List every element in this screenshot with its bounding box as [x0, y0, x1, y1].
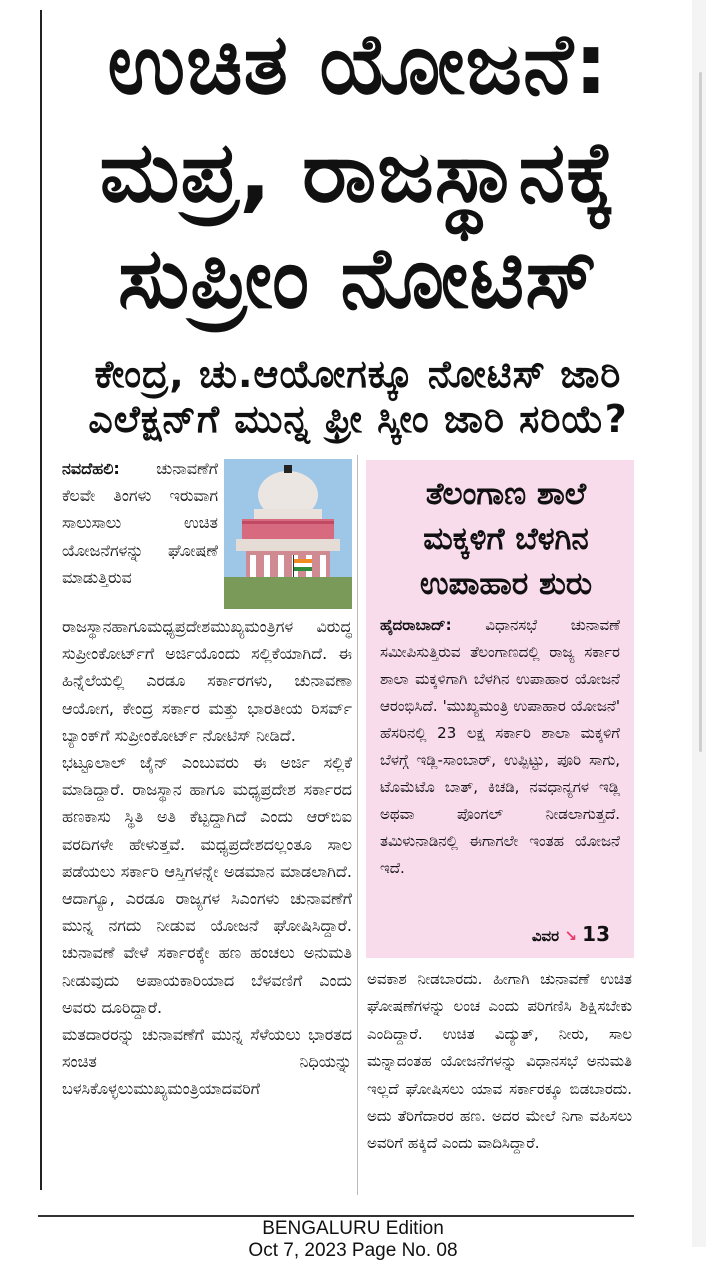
main-article	[62, 455, 352, 1195]
footer-divider	[38, 1215, 634, 1217]
supreme-court-photo	[224, 459, 352, 609]
article-paragraph-2: ಭಟ್ಟೂಲಾಲ್ ಜೈನ್ ಎಂಬುವರು ಈ ಅರ್ಜಿ ಸಲ್ಲಿಕೆ ಮಾಡಿದ್ದಾರೆ. ರಾಜಸ್ಥಾನ ಹಾಗೂ ಮಧ್ಯಪ್ರದೇಶ ಸರ್ಕಾರದ ಹಣಕಾಸು ಸ್ಥಿತಿ ಅತಿ ಕೆಟ್ಟದ್ದಾಗಿದೆ ಎಂದು ಆರ್‌ಬಿಐ ವರದಿಗಳೇ ಹೇಳುತ್ತವೆ. ಮಧ್ಯಪ್ರದೇಶದಲ್ಲಂತೂ ಸಾಲ ಪಡೆಯಲು ಸರ್ಕಾರಿ ಆಸ್ತಿಗಳನ್ನೇ ಅಡಮಾನ ಮಾಡಲಾಗಿದೆ. ಆದಾಗ್ಯೂ, ಎರಡೂ ರಾಜ್ಯಗಳ ಸಿಎಂಗಳು ಚುನಾವಣೆಗೆ ಮುನ್ನ ನಗದು ನೀಡುವ ಯೋಜನೆ ಘೋಷಿಸಿದ್ದಾರೆ. ಚುನಾವಣೆ ವೇಳೆ ಸರ್ಕಾರಕ್ಕೇ ಹಣ ಹಂಚಲು ಅನುಮತಿ ನೀಡುವುದು ಅಪಾಯಕಾರಿಯಾದ ಬೆಳವಣಿಗೆ ಎಂದು ಅವರು ದೂರಿದ್ದಾರೆ.	[62, 753, 352, 1017]
continued-label: ವಿವರ	[531, 927, 560, 945]
scrollbar[interactable]	[699, 72, 702, 752]
headline-line-3: ಸುಪ್ರೀಂ ನೋಟಿಸ್	[117, 229, 599, 327]
sidebar-text: ವಿಧಾನಸಭೆ ಚುನಾವಣೆ ಸಮೀಪಿಸುತ್ತಿರುವ ತೆಲಂಗಾಣದಲ್ಲಿ ರಾಜ್ಯ ಸರ್ಕಾರ ಶಾಲಾ ಮಕ್ಕಳಿಗಾಗಿ ಬೆಳಗಿನ ಉಪಾಹಾರ ಯೋಜನೆ ಆರಂಭಿಸಿದೆ. 'ಮುಖ್ಯಮಂತ್ರಿ ಉಪಾಹಾರ ಯೋಜನೆ' ಹೆಸರಿನಲ್ಲಿ 23 ಲಕ್ಷ ಸರ್ಕಾರಿ ಶಾಲಾ ಮಕ್ಕಳಿಗೆ ಬೆಳಗ್ಗೆ ಇಡ್ಲಿ-ಸಾಂಬಾರ್, ಉಪ್ಪಿಟ್ಟು, ಪೂರಿ ಸಾಗು, ಟೊಮೆಟೊ ಬಾತ್, ಕಿಚಡಿ, ನವಧಾನ್ಯಗಳ ಇಡ್ಲಿ ಅಥವಾ ಪೊಂಗಲ್ ನೀಡಲಾಗುತ್ತದೆ. ತಮಿಳುನಾಡಿನಲ್ಲಿ ಈಗಾಗಲೇ ಇಂತಹ ಯೋಜನೆ ಇದೆ.	[380, 616, 620, 877]
sidebar-box	[366, 460, 634, 958]
sidebar-dateline: ಹೈದರಾಬಾದ್:	[380, 616, 452, 634]
article-continuation	[367, 966, 632, 1158]
column-divider	[357, 455, 358, 1195]
article-dateline: ನವದೆಹಲಿ:	[62, 459, 120, 478]
article-paragraph-1	[62, 455, 352, 749]
article-paragraph-1-text: ಚುನಾವಣೆಗೆ ಕೆಲವೇ ತಿಂಗಳು ಇರುವಾಗ ಸಾಲುಸಾಲು ಉಚಿತ ಯೋಜನೆಗಳನ್ನು ಘೋಷಣೆ ಮಾಡುತ್ತಿರುವ ರಾಜಸ್ಥಾನಹಾಗೂಮಧ್ಯಪ್ರದೇಶಮುಖ್ಯಮಂತ್ರಿಗಳ ವಿರುದ್ಧ ಸುಪ್ರೀಂಕೋರ್ಟ್‌ಗೆ ಅರ್ಜಿಯೊಂದು ಸಲ್ಲಿಕೆಯಾಗಿದೆ. ಈ ಹಿನ್ನೆಲೆಯಲ್ಲಿ ಎರಡೂ ಸರ್ಕಾರಗಳು, ಚುನಾವಣಾ ಆಯೋಗ, ಕೇಂದ್ರ ಸರ್ಕಾರ ಮತ್ತು ಭಾರತೀಯ ರಿಸರ್ವ್ ಬ್ಯಾಂಕ್‌ಗೆ ಸುಪ್ರೀಂಕೋರ್ಟ್ ನೋಟಿಸ್ ನೀಡಿದೆ.	[62, 459, 352, 745]
article-paragraph-3: ಮತದಾರರನ್ನು ಚುನಾವಣೆಗೆ ಮುನ್ನ ಸೆಳೆಯಲು ಭಾರತದ ಸಂಚಿತ ನಿಧಿಯನ್ನು ಬಳಸಿಕೊಳ್ಳಲುಮುಖ್ಯಮಂತ್ರಿಯಾದವರಿಗೆ	[62, 1025, 352, 1099]
continued-marker[interactable]	[532, 922, 610, 946]
sidebar-body	[380, 612, 620, 882]
sidebar-title: ತೆಲಂಗಾಣ ಶಾಲೆ ಮಕ್ಕಳಿಗೆ ಬೆಳಗಿನ ಉಪಾಹಾರ ಶುರು	[419, 476, 593, 602]
continuation-text: ಅವಕಾಶ ನೀಡಬಾರದು. ಹೀಗಾಗಿ ಚುನಾವಣೆ ಉಚಿತ ಘೋಷಣೆಗಳನ್ನು ಲಂಚ ಎಂದು ಪರಿಗಣಿಸಿ ಶಿಕ್ಷಿಸಬೇಕು ಎಂದಿದ್ದಾರೆ. ಉಚಿತ ವಿದ್ಯುತ್, ನೀರು, ಸಾಲ ಮನ್ನಾದಂತಹ ಯೋಜನೆಗಳನ್ನು ವಿಧಾನಸಭೆ ಅನುಮತಿ ಇಲ್ಲದೆ ಘೋಷಿಸಲು ಯಾವ ಸರ್ಕಾರಕ್ಕೂ ಬಿಡಬಾರದು. ಅದು ತೆರಿಗೆದಾರರ ಹಣ. ಅದರ ಮೇಲೆ ನಿಗಾ ವಹಿಸಲು ಅವರಿಗೆ ಹಕ್ಕಿದೆ ಎಂದು ವಾದಿಸಿದ್ದಾರೆ.	[367, 970, 632, 1153]
headline-line-2: ಮಪ್ರ, ರಾಜಸ್ಥಾನಕ್ಕೆ	[99, 123, 617, 221]
page-edge	[40, 10, 42, 1190]
subheadline-line-2: ಎಲೆಕ್ಷನ್‌ಗೆ ಮುನ್ನ ಫ್ರೀ ಸ್ಕೀಂ ಜಾರಿ ಸರಿಯೆ?	[88, 397, 628, 441]
continued-page-number: 13	[582, 922, 610, 946]
headline-line-1: ಉಚಿತ ಯೋಜನೆ:	[107, 15, 609, 113]
edition-label: BENGALURU Edition	[262, 1218, 444, 1239]
date-page-label: Oct 7, 2023 Page No. 08	[248, 1240, 458, 1261]
subheadline-line-1: ಕೇಂದ್ರ, ಚು.ಆಯೋಗಕ್ಕೂ ನೋಟಿಸ್ ಜಾರಿ	[94, 352, 622, 396]
arrow-down-right-icon: ↘	[564, 927, 577, 945]
